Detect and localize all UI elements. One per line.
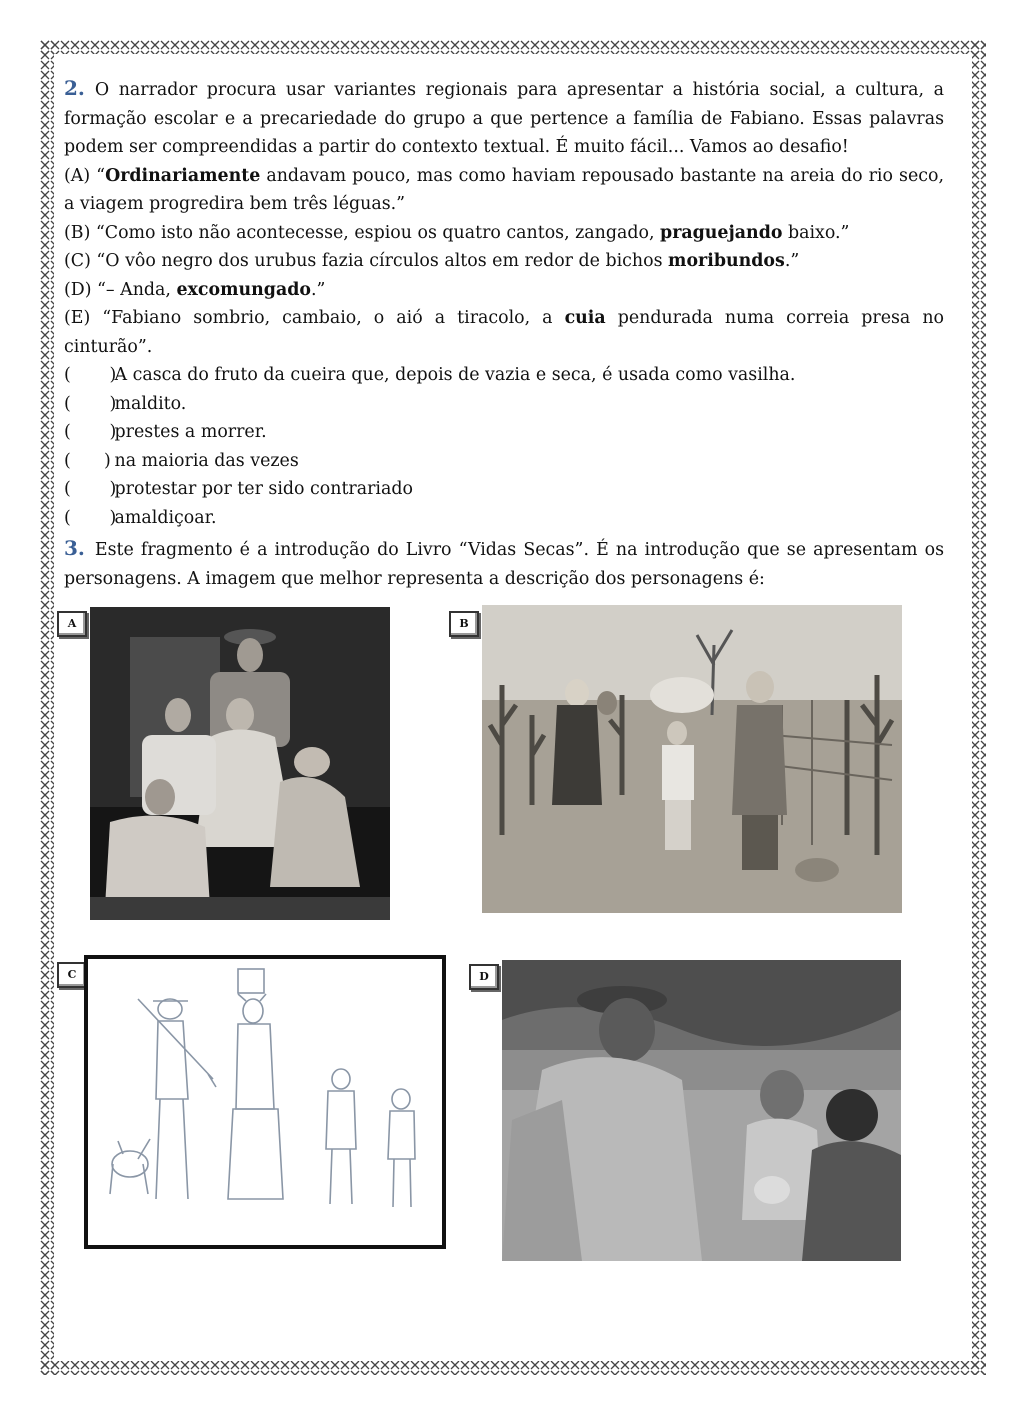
answer-blank[interactable]: ( ) xyxy=(64,479,117,499)
question-2-item: (A) “Ordinariamente andavam pouco, mas como haviam repousado bastante na areia do rio seco, a viagem progredira bem três léguas.” xyxy=(64,165,944,214)
definition-row: ( ) A casca do fruto da cueira que, depois de vazia e seca, é usada como vasilha. xyxy=(64,361,944,390)
item-keyword: Ordinariamente xyxy=(105,165,261,186)
question-2-item: (E) “Fabiano sombrio, cambaio, o aió a tiracolo, a cuia pendurada numa correia presa no cinturão”. xyxy=(64,308,944,357)
definition-row: ( ) na maioria das vezes xyxy=(64,447,944,476)
figure-a-label: A xyxy=(57,611,87,637)
figure-b-label: B xyxy=(449,611,479,637)
question-2-items xyxy=(64,162,944,362)
item-keyword: moribundos xyxy=(668,251,785,271)
figure-d-label: D xyxy=(469,964,499,990)
question-3-text: 3. Este fragmento é a introdução do Livro “Vidas Secas”. É na introdução que se apresentam os personagens. A imagem que melhor representa a descrição dos personagens é: xyxy=(64,536,944,589)
figure-b-painting xyxy=(482,605,902,913)
figure-c-sketch xyxy=(84,955,446,1249)
answer-blank[interactable]: ( ) xyxy=(64,393,117,414)
question-2-definitions xyxy=(64,361,944,532)
answer-blank[interactable]: ( ) xyxy=(64,422,117,442)
figure-c-label: C xyxy=(57,962,87,988)
definition-row: ( ) prestes a morrer. xyxy=(64,418,944,447)
answer-blank[interactable]: ( ) xyxy=(64,365,117,385)
answer-blank[interactable]: ( ) xyxy=(64,450,111,471)
question-2-item: (B) “Como isto não acontecesse, espiou os quatro cantos, zangado, praguejando baixo.” xyxy=(64,222,850,243)
figure-a-family-photo xyxy=(90,607,390,920)
question-2-intro: 2. O narrador procura usar variantes regionais para apresentar a história social, a cultura, a formação escolar e a precariedade do grupo a que pertence a família de Fabiano. Essas palavras podem ser compreendidas a partir do contexto textual. É muito fácil... Vamos ao desafio! xyxy=(64,76,944,157)
question-3-number: 3. xyxy=(64,536,85,560)
item-keyword: cuia xyxy=(564,308,606,328)
question-2-item: (C) “O vôo negro dos urubus fazia círculos altos em redor de bichos moribundos.” xyxy=(64,251,800,271)
definition-row: ( ) maldito. xyxy=(64,390,944,419)
question-content xyxy=(64,74,944,593)
item-keyword: excomungado xyxy=(176,279,311,300)
definition-row: ( ) amaldiçoar. xyxy=(64,504,944,533)
answer-blank[interactable]: ( ) xyxy=(64,507,117,528)
definition-row: ( ) protestar por ter sido contrariado xyxy=(64,475,944,504)
figure-d-photo xyxy=(502,960,901,1261)
question-2-item: (D) “– Anda, excomungado.” xyxy=(64,279,326,300)
item-keyword: praguejando xyxy=(660,222,783,243)
question-2-number: 2. xyxy=(64,76,85,100)
